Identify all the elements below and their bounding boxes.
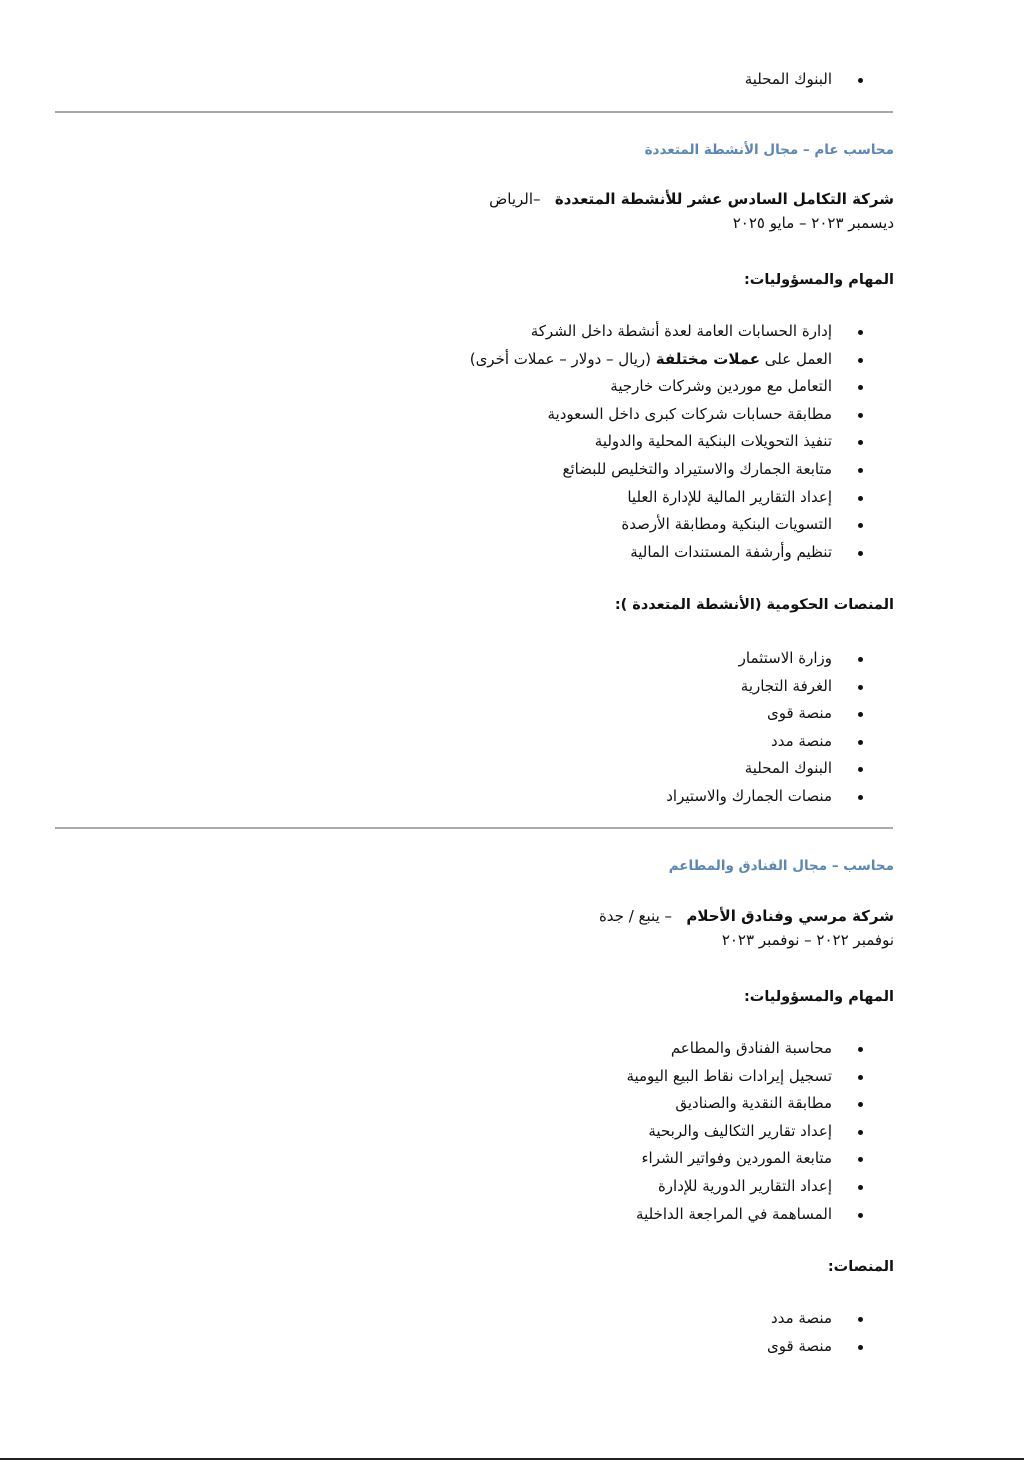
list-item [194,1305,894,1333]
job2-platforms-section [194,1305,894,1360]
list-item [194,1173,894,1201]
list-item [194,484,894,512]
list-item-text: وزارة الاستثمار [738,649,832,667]
bullet-icon [858,767,863,772]
bullet-icon [858,385,863,390]
job1-tasks-heading-wrap [194,269,894,291]
list-item-text: مطابقة حسابات شركات كبرى داخل السعودية [547,404,832,423]
list-item-text: البنوك المحلية [744,759,832,778]
role-title: محاسب عام – مجال الأنشطة المتعددة [644,142,894,158]
list-item-text: منصة مدد [771,1309,832,1327]
list-item [194,1118,894,1146]
bullet-icon [858,1185,863,1190]
list-item-text: إعداد التقارير المالية للإدارة العليا [627,487,832,506]
bold-text: عملات مختلفة [655,349,761,368]
bullet-icon [858,78,863,83]
bullet-icon [858,1345,863,1350]
company-location: – ينبع / جدة [598,907,673,925]
list-item-text: منصة مدد [771,731,832,750]
list-item [194,1333,894,1361]
list-item [194,700,894,728]
bullet-icon [858,1317,863,1322]
job2-tasks-heading-wrap [194,986,894,1008]
employment-dates: نوفمبر ٢٠٢٢ – نوفمبر ٢٠٢٣ [721,931,894,949]
list-item [194,428,894,456]
bullet-icon [858,685,863,690]
job1-platforms-list [194,645,894,811]
list-item-text: إدارة الحسابات العامة لعدة أنشطة داخل الشركة [530,322,832,340]
employment-dates: ديسمبر ٢٠٢٣ – مايو ٢٠٢٥ [732,214,894,232]
job1-tasks-section [194,318,894,566]
job1-platforms-heading-wrap [194,594,894,616]
bullet-icon [858,358,863,363]
list-item [194,673,894,701]
bullet-icon [858,740,863,745]
bullet-icon [858,523,863,528]
list-item-text: البنوك المحلية [744,70,832,88]
list-item-text: منصة قوى [766,704,832,723]
bullet-icon [858,440,863,445]
list-item-text: منصة قوى [766,1336,832,1355]
job2-tasks-list [194,1035,894,1228]
bullet-icon [858,1102,863,1107]
job2-platforms-heading-wrap [194,1256,894,1278]
list-item-text: العمل على عملات مختلفة (ريال – دولار – عملات أخرى) [469,349,832,368]
list-item-text: التسويات البنكية ومطابقة الأرصدة [621,515,832,534]
job1-platforms-section [194,645,894,811]
list-item [194,1035,894,1063]
bullet-icon [858,1075,863,1080]
list-item-text: مطابقة النقدية والصناديق [675,1094,832,1113]
page-bottom-edge [0,1458,1024,1460]
company-location: –الرياض [489,190,541,208]
list-item [194,511,894,539]
role-title: محاسب – مجال الفنادق والمطاعم [668,858,894,874]
job1-role-title [194,140,894,160]
bullet-icon [858,330,863,335]
list-item-text: المساهمة في المراجعة الداخلية [636,1204,832,1223]
list-item-text: متابعة الموردين وفواتير الشراء [641,1149,832,1168]
list-item-text: إعداد التقارير الدورية للإدارة [657,1176,832,1195]
list-item [194,456,894,484]
bullet-icon [858,413,863,418]
tasks-heading: المهام والمسؤوليات: [743,272,894,288]
bullet-icon [858,1157,863,1162]
list-item-text: تسجيل إيرادات نقاط البيع اليومية [626,1066,832,1085]
list-item-text: التعامل مع موردين وشركات خارجية [610,377,832,396]
list-item [194,1145,894,1173]
bullet-icon [858,551,863,556]
job2-tasks-section [194,1035,894,1228]
list-item-text: تنفيذ التحويلات البنكية المحلية والدولية [594,432,832,451]
job1-tasks-list [194,318,894,566]
list-item [194,373,894,401]
section-divider [55,827,893,829]
list-item-text: منصات الجمارك والاستيراد [666,786,832,805]
list-item-text: متابعة الجمارك والاستيراد والتخليص للبضائع [562,459,832,478]
list-item-text: الغرفة التجارية [740,676,832,695]
bullet-icon [858,496,863,501]
section-divider [55,111,893,113]
list-item [194,66,894,94]
list-item [194,755,894,783]
bullet-icon [858,657,863,662]
bullet-icon [858,1213,863,1218]
company-line [194,904,894,928]
top-list-section [194,66,894,94]
bullet-icon [858,795,863,800]
list-item [194,318,894,346]
list-item [194,1201,894,1229]
list-item [194,783,894,811]
tasks-heading: المهام والمسؤوليات: [743,989,894,1005]
list-item [194,346,894,374]
platforms-heading: المنصات: [827,1259,894,1275]
bullet-icon [858,1130,863,1135]
job2-platforms-list [194,1305,894,1360]
list-item [194,539,894,567]
list-item [194,1063,894,1091]
bullet-icon [858,1047,863,1052]
list-item-text: محاسبة الفنادق والمطاعم [670,1039,832,1057]
bullet-icon [858,712,863,717]
top-list [194,66,894,94]
company-name: شركة التكامل السادس عشر للأنشطة المتعددة [554,190,894,208]
bullet-icon [858,468,863,473]
list-item-text: تنظيم وأرشفة المستندات المالية [630,542,832,561]
list-item [194,1090,894,1118]
list-item [194,401,894,429]
list-item [194,728,894,756]
job1-header [194,187,894,235]
platforms-heading: المنصات الحكومية (الأنشطة المتعددة ): [614,597,894,613]
company-line [194,187,894,211]
company-name: شركة مرسي وفنادق الأحلام [686,907,894,925]
job2-header [194,904,894,952]
list-item [194,645,894,673]
job2-role-title [194,856,894,876]
list-item-text: إعداد تقارير التكاليف والربحية [648,1121,832,1140]
